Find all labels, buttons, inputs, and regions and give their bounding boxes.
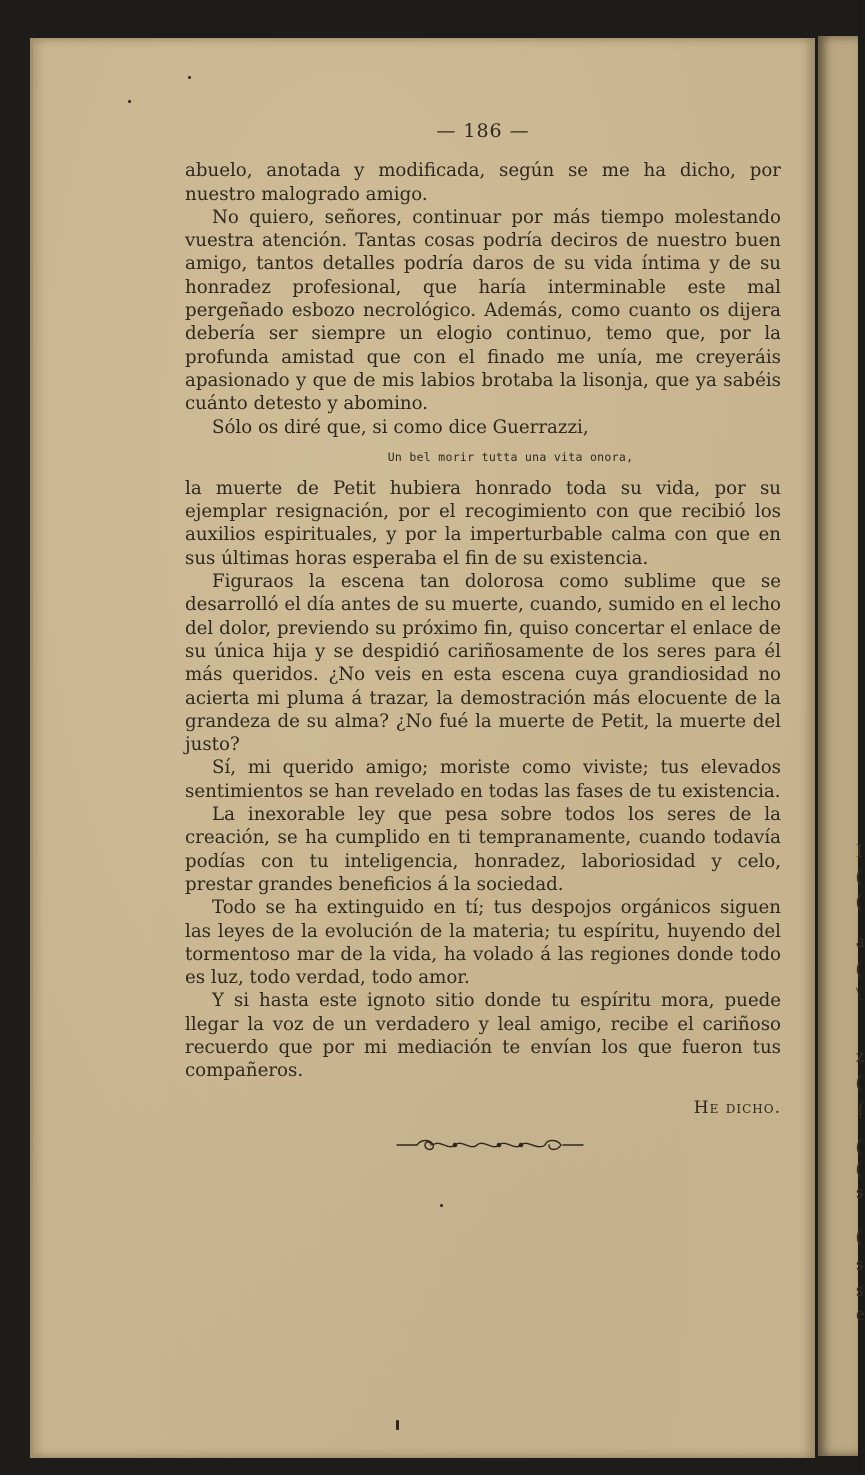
- adjacent-page-fragment: (: [856, 866, 863, 887]
- adjacent-page-fragment: {: [856, 1100, 865, 1121]
- paragraph: Sólo os diré que, si como dice Guerrazzi,: [212, 416, 589, 438]
- page-text: [185, 120, 781, 1120]
- adjacent-page-fragment: s: [856, 1254, 864, 1275]
- page-number: — 186 —: [436, 120, 530, 142]
- adjacent-page-fragment: (: [856, 1226, 863, 1247]
- paragraph: abuelo, anotada y modificada, según se me ha dicho, por nuestro malogrado amigo.: [185, 160, 781, 205]
- paragraph: La inexorable ley que pesa sobre todos los seres de la creación, se ha cumplido en ti tempranamente, cuando todavía podías con tu inteligencia, honradez, laboriosidad y celo, prestar grandes beneficios á la sociedad.: [185, 804, 781, 895]
- adjacent-page-fragment: (: [856, 958, 863, 979]
- speck: [128, 100, 131, 103]
- adjacent-page-fragment: e: [856, 1304, 865, 1325]
- adjacent-page-fragment: z: [856, 1046, 865, 1067]
- paragraph: Figuraos la escena tan dolorosa como sublime que se desarrolló el día antes de su muerte, cuando, sumido en el lecho del dolor, previendo su próximo fin, quiso concertar el enlace de su única hija y se despidió cariñosamente de los seres para él más queridos. ¿No veis en esta escena cuya grandiosidad no acierta mi pluma á trazar, la demostración más elocuente de la grandeza de su alma? ¿No fué la muerte de Petit, la muerte del justo?: [185, 571, 781, 756]
- adjacent-page-edge: [818, 36, 865, 1456]
- paragraph: No quiero, señores, continuar por más tiempo molestando vuestra atención. Tantas cosas podría deciros de nuestro buen amigo, tantos detalles podría daros de su vida íntima y de su honradez profesional, que haría interminable este mal pergeñado esbozo necrológico. Además, como cuanto os dijera debería ser siempre un elogio continuo, temo que, por la profunda amistad que con el finado me unía, me creyeráis apasionado y que de mis labios brotaba la lisonja, que ya sabéis cuánto detesto y abomino.: [185, 206, 781, 415]
- speck: [188, 76, 191, 79]
- adjacent-page-fragment: (: [856, 1136, 863, 1157]
- adjacent-page-fragment: \: [856, 984, 862, 1005]
- adjacent-page-fragment: a: [856, 931, 865, 952]
- speck: [440, 1204, 443, 1207]
- paragraph: Y si hasta este ignoto sitio donde tu espíritu mora, puede llegar la voz de un verdadero y leal amigo, recibe el cariñoso recuerdo que por mi mediación te envían los que fueron tus compañeros.: [185, 990, 781, 1082]
- adjacent-page-fragment: (: [856, 891, 863, 912]
- decorative-ornament-icon: [395, 1137, 585, 1153]
- adjacent-page-fragment: I: [856, 841, 863, 862]
- adjacent-page-fragment: s: [856, 1280, 864, 1301]
- italian-quote: Un bel morir tutta una vita onora,: [387, 449, 634, 464]
- signoff: He dicho.: [693, 1097, 781, 1118]
- adjacent-page-fragment: (: [856, 1072, 863, 1093]
- paragraph: Todo se ha extinguido en tí; tus despojos orgánicos siguen las leyes de la evolución de la materia; tu espíritu, huyendo del tormentoso mar de la vida, ha volado á las regiones donde todo es luz, todo verdad, todo amor.: [185, 897, 781, 989]
- paragraph: la muerte de Petit hubiera honrado toda su vida, por su ejemplar resignación, por el recogimiento con que recibió los auxilios espirituales, y por la imperturbable calma con que en sus últimas horas esperaba el fin de su existencia.: [185, 477, 781, 569]
- adjacent-page-fragment: s: [856, 1182, 864, 1203]
- adjacent-page-fragment: (: [856, 1158, 863, 1179]
- speck: [396, 1420, 399, 1430]
- paragraph: Sí, mi querido amigo; moriste como viviste; tus elevados sentimientos se han revelado en todas las fases de tu existencia.: [185, 757, 781, 802]
